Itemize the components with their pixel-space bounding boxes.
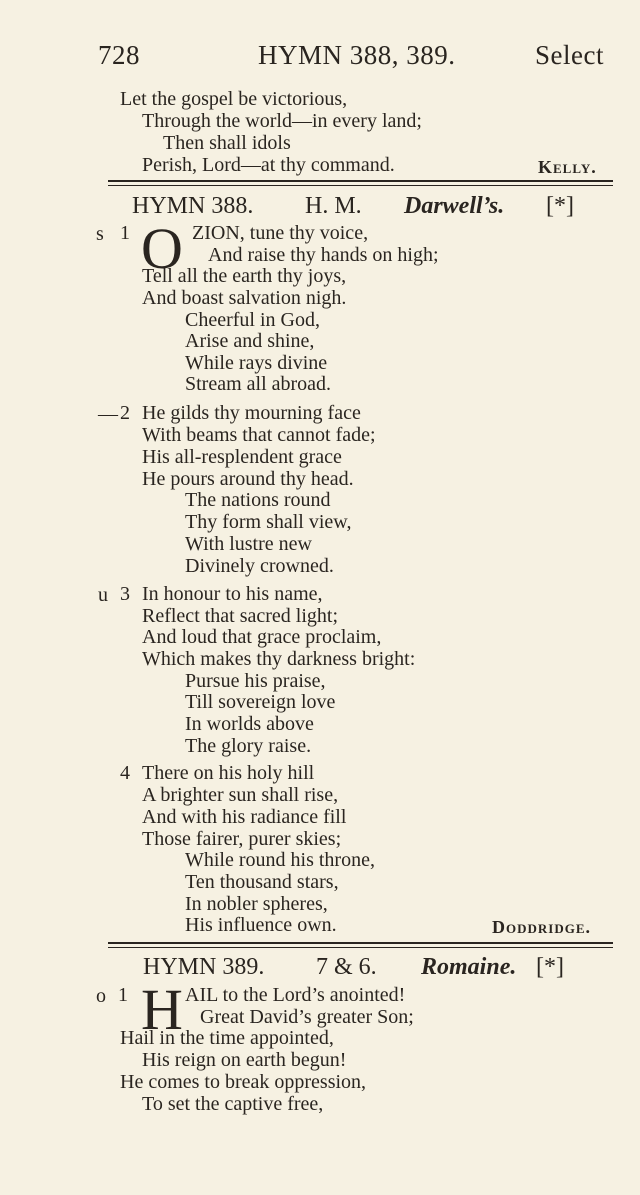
verse-line: Arise and shine,	[185, 330, 315, 352]
verse-number: 2	[120, 402, 130, 424]
verse-line: In nobler spheres,	[185, 893, 328, 915]
dynamic-mark: s	[96, 223, 104, 245]
verse-line: A brighter sun shall rise,	[142, 784, 339, 806]
hymn-number: HYMN 389.	[143, 954, 265, 980]
hymn-tune: Darwell’s.	[404, 193, 505, 219]
verse-line: He pours around thy head.	[142, 468, 354, 490]
verse-line: Tell all the earth thy joys,	[142, 265, 347, 287]
verse-line: With lustre new	[185, 533, 312, 555]
verse-line: While round his throne,	[185, 849, 375, 871]
verse-line: Till sovereign love	[185, 691, 336, 713]
verse-line: Stream all abroad.	[185, 373, 332, 395]
verse-line: His influence own.	[185, 914, 337, 936]
author-attribution: Kelly.	[538, 157, 597, 177]
dynamic-mark: u	[98, 584, 108, 606]
hymn-bracket-mark: [*]	[536, 954, 564, 980]
verse-line: The nations round	[185, 489, 331, 511]
dynamic-mark: o	[96, 985, 106, 1007]
verse-line: Ten thousand stars,	[185, 871, 339, 893]
section-title: Select	[535, 40, 604, 70]
verse-number: 1	[118, 984, 128, 1006]
verse-line: Cheerful in God,	[185, 309, 320, 331]
hymn-meter: 7 & 6.	[316, 954, 377, 980]
verse-line: And with his radiance fill	[142, 806, 347, 828]
verse-line: While rays divine	[185, 352, 328, 374]
hymn-tune: Romaine.	[421, 954, 517, 980]
verse-line: Those fairer, purer skies;	[142, 828, 342, 850]
verse-line: There on his holy hill	[142, 762, 315, 784]
section-divider	[108, 942, 613, 944]
verse-line: And raise thy hands on high;	[208, 244, 439, 266]
verse-line: He gilds thy mourning face	[142, 402, 361, 424]
verse-line: His all-resplendent grace	[142, 446, 342, 468]
drop-capital: H	[141, 977, 183, 1042]
author-attribution: Doddridge.	[492, 917, 592, 937]
hymn-bracket-mark: [*]	[546, 193, 574, 219]
verse-line: With beams that cannot fade;	[142, 424, 376, 446]
verse-line: To set the captive free,	[142, 1093, 324, 1115]
running-title: HYMN 388, 389.	[258, 40, 456, 70]
verse-line: Then shall idols	[163, 132, 291, 154]
verse-number: 4	[120, 762, 130, 784]
verse-number: 1	[120, 222, 130, 244]
verse-line: The glory raise.	[185, 735, 312, 757]
section-divider	[108, 185, 613, 186]
verse-line: In honour to his name,	[142, 583, 323, 605]
verse-line: Let the gospel be victorious,	[120, 88, 348, 110]
verse-line: Divinely crowned.	[185, 555, 334, 577]
verse-line: Pursue his praise,	[185, 670, 326, 692]
verse-line: His reign on earth begun!	[142, 1049, 347, 1071]
verse-number: 3	[120, 583, 130, 605]
section-divider	[108, 947, 613, 948]
verse-line: And boast salvation nigh.	[142, 287, 347, 309]
page-number: 728	[98, 40, 140, 70]
verse-line: In worlds above	[185, 713, 314, 735]
verse-line: Hail in the time appointed,	[120, 1027, 334, 1049]
verse-line: AIL to the Lord’s anointed!	[185, 984, 406, 1006]
section-divider	[108, 180, 613, 182]
verse-line: Through the world—in every land;	[142, 110, 422, 132]
verse-line: He comes to break oppression,	[120, 1071, 367, 1093]
verse-line: ZION, tune thy voice,	[192, 222, 369, 244]
verse-line: Which makes thy darkness bright:	[142, 648, 416, 670]
drop-capital: O	[141, 216, 183, 281]
verse-line: Perish, Lord—at thy command.	[142, 154, 395, 176]
hymn-meter: H. M.	[305, 193, 362, 219]
verse-line: Thy form shall view,	[185, 511, 352, 533]
verse-line: Great David’s greater Son;	[200, 1006, 414, 1028]
hymn-number: HYMN 388.	[132, 193, 254, 219]
dynamic-mark: —	[98, 403, 118, 425]
verse-line: Reflect that sacred light;	[142, 605, 339, 627]
verse-line: And loud that grace proclaim,	[142, 626, 382, 648]
